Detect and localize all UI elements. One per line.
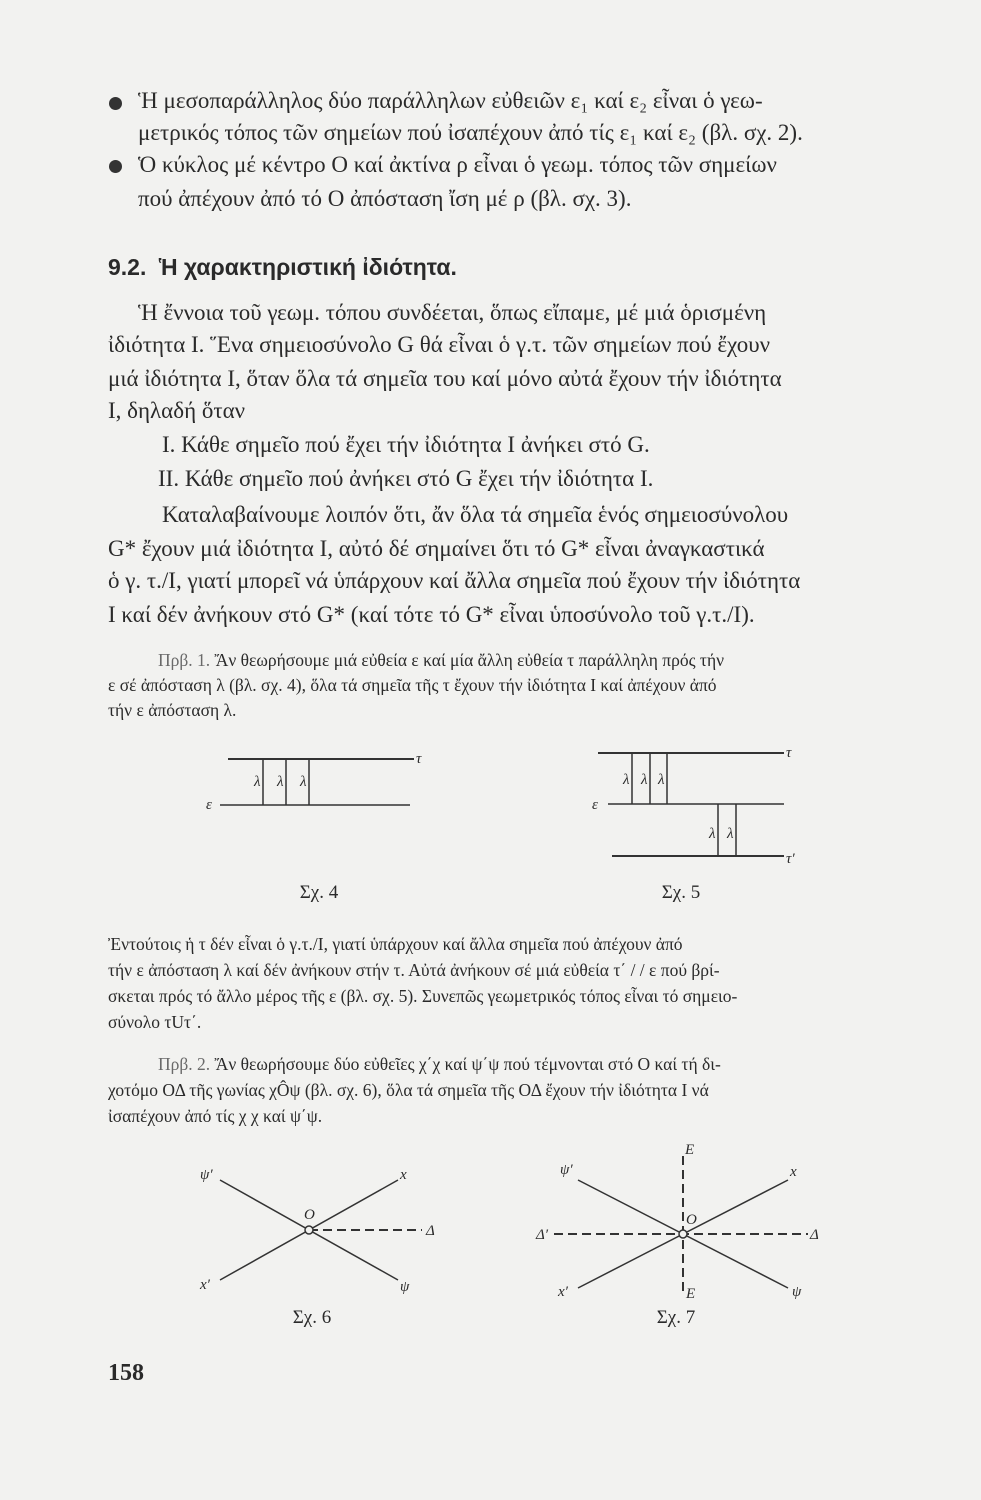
remark-1-cont-line: Ἐντούτοις ἡ τ δέν εἶναι ὁ γ.τ./Ι, γιατί ὑπάρχουν καί ἄλλα σημεῖα πού ἀπέχουν ἀπό	[108, 934, 683, 954]
label-E-bottom: E	[686, 1286, 696, 1302]
label-psi-prime: ψ′	[560, 1162, 573, 1178]
point-O	[679, 1230, 687, 1238]
figure-6	[200, 1155, 440, 1295]
conclusion-line: G* ἔχουν μιά ἰδιότητα Ι, αὐτό δέ σημαίνει ὅτι τό G* εἶναι ἀναγκαστικά	[108, 536, 765, 561]
bullet-dot	[109, 97, 122, 110]
remark-2-line: χοτόμο ΟΔ τῆς γωνίας χÔψ (βλ. σχ. 6), ὅλα τά σημεῖα τῆς ΟΔ ἔχουν τήν ἰδιότητα Ι νά	[108, 1080, 709, 1100]
bullet-2-line-2: πού ἀπέχουν ἀπό τό Ο ἀπόσταση ἴση μέ ρ (βλ. σχ. 3).	[138, 186, 632, 211]
label-E: E	[685, 1142, 695, 1158]
figure-5-caption: Σχ. 5	[661, 882, 701, 903]
remark-1-line	[158, 648, 908, 673]
label-Delta-prime: Δ′	[536, 1227, 549, 1243]
section-title: Ἡ χαρακτηριστική ἰδιότητα.	[158, 254, 457, 280]
label-epsilon: ε	[206, 797, 212, 813]
intro-line: Ι, δηλαδή ὅταν	[108, 398, 246, 423]
label-O: O	[686, 1212, 697, 1228]
label-tau-prime: τ′	[786, 851, 795, 867]
label-psi: ψ	[792, 1284, 802, 1300]
label-lambda: λ	[658, 772, 665, 788]
label-x-prime: x′	[558, 1284, 568, 1300]
label-lambda: λ	[623, 772, 630, 788]
remark-1-cont-line: σύνολο τUτ΄.	[108, 1012, 202, 1032]
label-x-prime: x′	[200, 1277, 210, 1293]
remark-1-label: Πρβ. 1.	[158, 650, 211, 670]
label-lambda: λ	[709, 826, 716, 842]
remark-1-cont-line: σκεται πρός τό ἄλλο μέρος τῆς ε (βλ. σχ. 5). Συνεπῶς γεωμετρικός τόπος εἶναι τό σημειο-	[108, 986, 738, 1006]
figure-6-caption: Σχ. 6	[292, 1307, 332, 1328]
label-psi-prime: ψ′	[200, 1167, 213, 1183]
label-lambda: λ	[727, 826, 734, 842]
conclusion-line: Ι καί δέν ἀνήκουν στό G* (καί τότε τό G* εἶναι ὑποσύνολο τοῦ γ.τ./Ι).	[108, 602, 755, 627]
label-lambda: λ	[300, 774, 307, 790]
label-tau: τ	[416, 751, 422, 767]
label-x: x	[790, 1164, 797, 1180]
label-lambda: λ	[641, 772, 648, 788]
section-number: 9.2.	[108, 254, 147, 280]
label-Delta: Δ	[810, 1227, 819, 1243]
conclusion-line: ὁ γ. τ./Ι, γιατί μπορεῖ νά ὑπάρχουν καί ἄλλα σημεῖα πού ἔχουν τήν ἰδιότητα	[108, 568, 801, 593]
label-psi: ψ	[400, 1279, 410, 1295]
remark-1-line: τήν ε ἀπόσταση λ.	[108, 700, 237, 720]
bullet-1-line-2: μετρικός τόπος τῶν σημείων πού ἰσαπέχουν ἀπό τίς ε₁ καί ε₂ (βλ. σχ. 2).	[138, 120, 803, 145]
section-heading	[108, 254, 457, 281]
condition-1: Ι. Κάθε σημεῖο πού ἔχει τήν ἰδιότητα Ι ἀνήκει στό G.	[162, 432, 650, 457]
remark-2-text: Ἄν θεωρήσουμε δύο εὐθεῖες χ΄χ καί ψ΄ψ πού τέμνονται στό Ο καί τή δι-	[214, 1054, 721, 1074]
figure-7	[536, 1138, 826, 1302]
intro-line: Ἡ ἔννοια τοῦ γεωμ. τόπου συνδέεται, ὅπως εἴπαμε, μέ μιά ὁρισμένη	[138, 300, 767, 325]
remark-2-label: Πρβ. 2.	[158, 1054, 211, 1074]
remark-1-cont-line: τήν ε ἀπόσταση λ καί δέν ἀνήκουν στήν τ. Αὐτά ἀνήκουν σέ μιά εὐθεία τ΄ / / ε πού βρί-	[108, 960, 720, 980]
figure-5	[592, 745, 798, 867]
point-O	[305, 1226, 313, 1234]
label-lambda: λ	[254, 774, 261, 790]
condition-2: ΙΙ. Κάθε σημεῖο πού ἀνήκει στό G ἔχει τήν ἰδιότητα Ι.	[158, 466, 654, 491]
figure-4	[206, 751, 422, 822]
bullet-2-line-1: Ὁ κύκλος μέ κέντρο Ο καί ἀκτίνα ρ εἶναι ὁ γεωμ. τόπος τῶν σημείων	[138, 152, 777, 177]
figure-7-caption: Σχ. 7	[656, 1307, 696, 1328]
label-x: x	[400, 1167, 407, 1183]
conclusion-line: Καταλαβαίνουμε λοιπόν ὅτι, ἄν ὅλα τά σημεῖα ἑνός σημειοσύνολου	[162, 502, 789, 527]
bullet-1-line-1: Ἡ μεσοπαράλληλος δύο παράλληλων εὐθειῶν ε₁ καί ε₂ εἶναι ὁ γεω-	[138, 88, 763, 113]
label-tau: τ	[786, 745, 792, 761]
label-lambda: λ	[277, 774, 284, 790]
remark-1-line: ε σέ ἀπόσταση λ (βλ. σχ. 4), ὅλα τά σημεῖα τῆς τ ἔχουν τήν ἰδιότητα Ι καί ἀπέχουν ἀπό	[108, 675, 717, 695]
label-epsilon: ε	[592, 797, 598, 813]
remark-1-text: Ἄν θεωρήσουμε μιά εὐθεία ε καί μία ἄλλη εὐθεία τ παράλληλη πρός τήν	[214, 650, 725, 670]
label-Delta: Δ	[426, 1223, 435, 1239]
remark-2-line	[158, 1052, 908, 1077]
intro-line: ἰδιότητα Ι. Ἕνα σημειοσύνολο G θά εἶναι ὁ γ.τ. τῶν σημείων πού ἔχουν	[108, 332, 771, 357]
figure-4-caption: Σχ. 4	[299, 882, 339, 903]
intro-line: μιά ἰδιότητα Ι, ὅταν ὅλα τά σημεῖα του καί μόνο αὐτά ἔχουν τήν ἰδιότητα	[108, 366, 782, 391]
label-O: O	[304, 1207, 315, 1223]
page-number: 158	[108, 1360, 144, 1386]
bullet-dot	[109, 160, 122, 173]
remark-2-line: ἰσαπέχουν ἀπό τίς χ χ καί ψ΄ψ.	[108, 1106, 323, 1126]
